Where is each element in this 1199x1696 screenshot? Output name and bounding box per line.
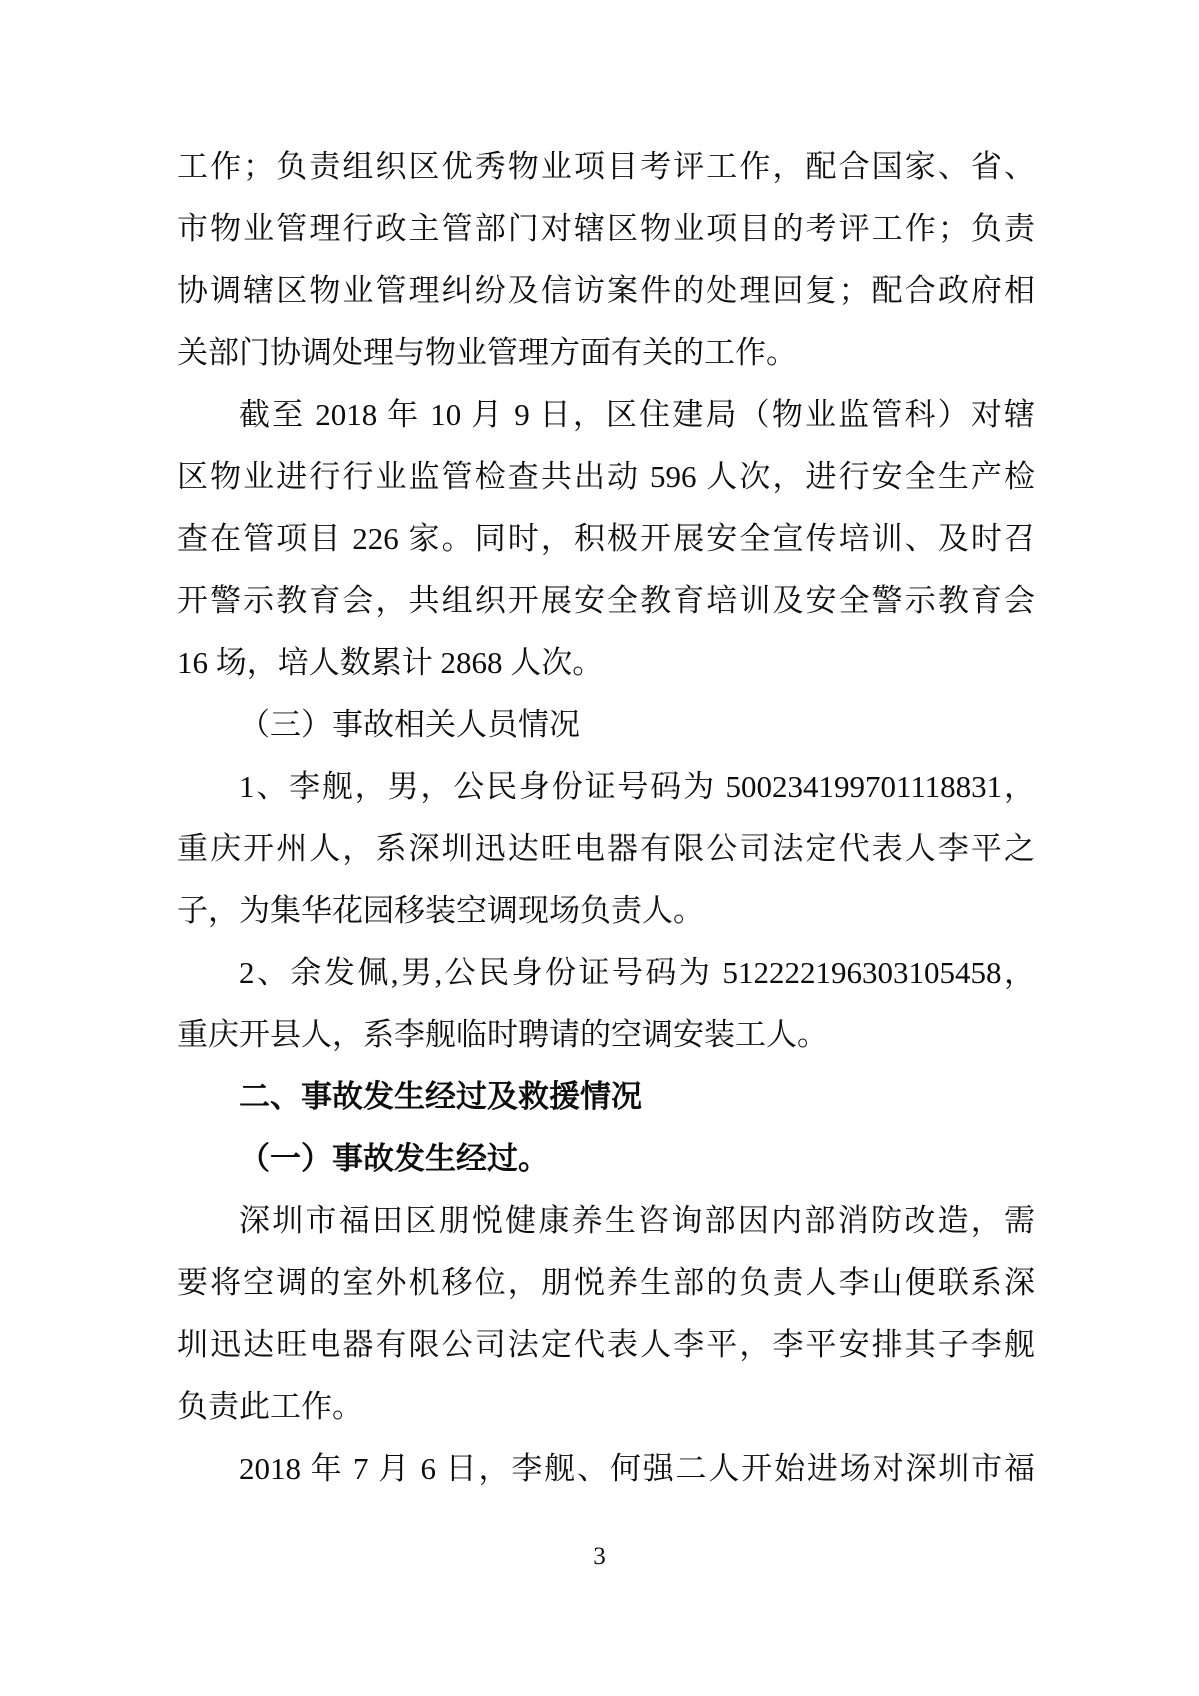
para-inspection-statistics-line-2: 区物业进行行业监管检查共出动 596 人次，进行安全生产检 <box>177 459 1035 494</box>
page-number: 3 <box>593 1543 606 1570</box>
para-inspection-statistics-line-5: 16 场，培人数累计 2868 人次。 <box>177 645 604 680</box>
para-person-1-li-jian-line-3: 子，为集华花园移装空调现场负责人。 <box>177 893 704 928</box>
para-person-2-yu-fapei-line-1: 2、余发佩,男,公民身份证号码为 512222196303105458， <box>239 955 1035 990</box>
heading-accident-course-line-1: （一）事故发生经过。 <box>239 1141 549 1176</box>
document-body <box>177 136 1035 1500</box>
page-footer <box>0 1542 1199 1572</box>
para-accident-background-line-1: 深圳市福田区朋悦健康养生咨询部因内部消防改造，需 <box>239 1203 1035 1238</box>
para-accident-background-line-4: 负责此工作。 <box>177 1389 363 1424</box>
para-inspection-statistics-line-1: 截至 2018 年 10 月 9 日，区住建局（物业监管科）对辖 <box>239 397 1035 432</box>
para-person-1-li-jian-line-1: 1、李舰，男，公民身份证号码为 500234199701118831， <box>239 769 1035 804</box>
para-work-start-2018-07-06-line-1: 2018 年 7 月 6 日，李舰、何强二人开始进场对深圳市福 <box>239 1451 1035 1486</box>
para-person-2-yu-fapei-line-2: 重庆开县人，系李舰临时聘请的空调安装工人。 <box>177 1017 828 1052</box>
para-accident-background-line-2: 要将空调的室外机移位，朋悦养生部的负责人李山便联系深 <box>177 1265 1035 1300</box>
para-person-1-li-jian-line-2: 重庆开州人，系深圳迅达旺电器有限公司法定代表人李平之 <box>177 831 1035 866</box>
para-inspection-statistics-line-3: 查在管项目 226 家。同时，积极开展安全宣传培训、及时召 <box>177 521 1035 556</box>
para-accident-background-line-3: 圳迅达旺电器有限公司法定代表人李平，李平安排其子李舰 <box>177 1327 1035 1362</box>
para-inspection-statistics-line-4: 开警示教育会，共组织开展安全教育培训及安全警示教育会 <box>177 583 1035 618</box>
para-property-duties-continuation-line-2: 市物业管理行政主管部门对辖区物业项目的考评工作；负责 <box>177 211 1035 246</box>
para-property-duties-continuation-line-3: 协调辖区物业管理纠纷及信访案件的处理回复；配合政府相 <box>177 273 1035 308</box>
para-property-duties-continuation-line-1: 工作；负责组织区优秀物业项目考评工作，配合国家、省、 <box>177 149 1035 184</box>
para-property-duties-continuation-line-4: 关部门协调处理与物业管理方面有关的工作。 <box>177 335 797 370</box>
heading-section-2-accident-and-rescue-line-1: 二、事故发生经过及救援情况 <box>239 1079 642 1114</box>
heading-related-persons-line-1: （三）事故相关人员情况 <box>239 707 580 742</box>
